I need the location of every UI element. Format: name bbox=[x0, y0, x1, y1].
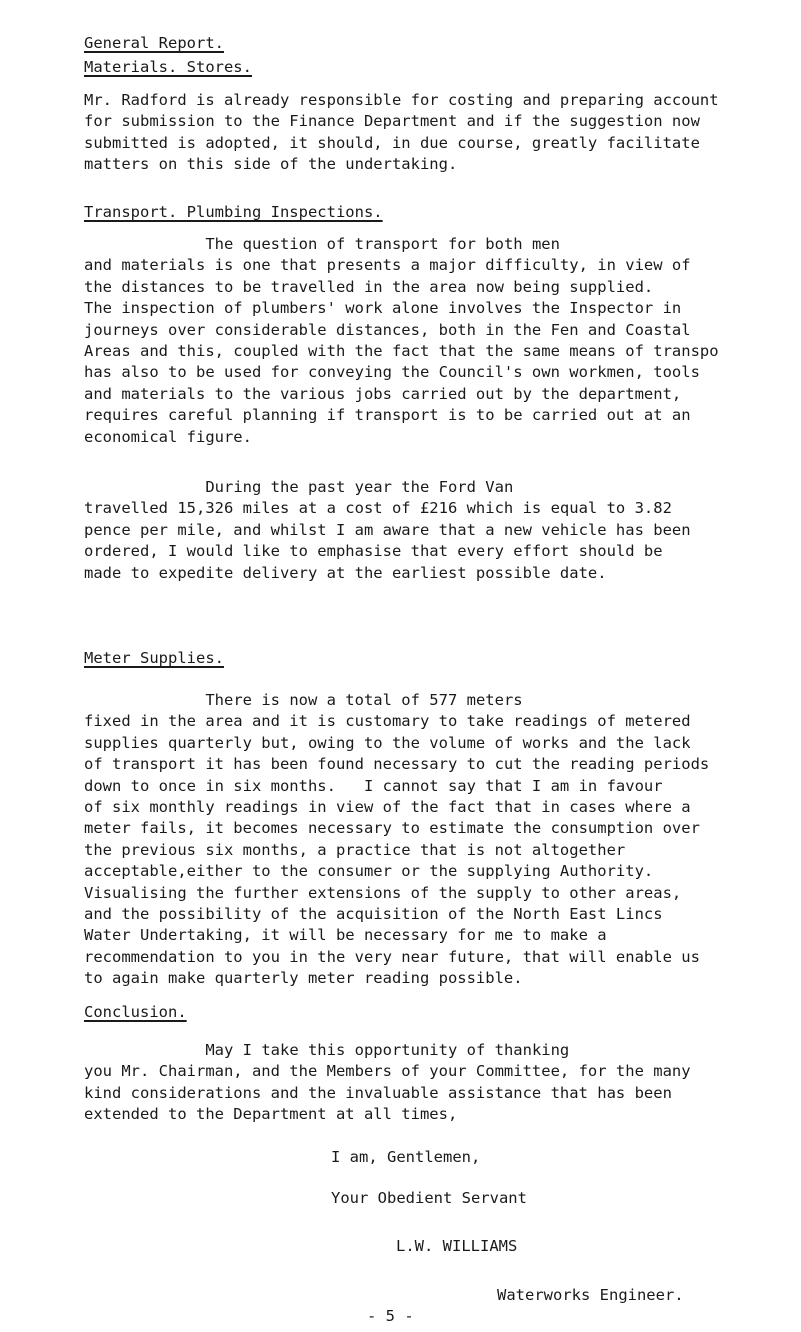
materials-heading: Materials. Stores. bbox=[84, 58, 252, 76]
materials-paragraph: Mr. Radford is already responsible for costing and preparing account for submission to the Finance Department and if the suggestion now submitted is adopted, it should, in due course, greatly facilitate matters on this side of the undertaking. bbox=[84, 91, 719, 174]
conclusion-heading: Conclusion. bbox=[84, 1003, 187, 1021]
signatory-name: L.W. WILLIAMS bbox=[396, 1237, 518, 1255]
valediction-line: Your Obedient Servant bbox=[331, 1189, 527, 1207]
closing-line: I am, Gentlemen, bbox=[331, 1148, 481, 1166]
van-paragraph: During the past year the Ford Van travelled 15,326 miles at a cost of £216 which is equal to 3.82 pence per mile, and whilst I am aware that a new vehicle has been ordered, I would like to emphasise that every effort should be made to expedite delivery at the earliest possible date. bbox=[84, 478, 691, 582]
report-title: General Report. bbox=[84, 34, 224, 52]
transport-heading: Transport. Plumbing Inspections. bbox=[84, 203, 383, 221]
page-number: - 5 - bbox=[367, 1307, 414, 1325]
conclusion-paragraph: May I take this opportunity of thanking you Mr. Chairman, and the Members of your Committee, for the many kind considerations and the invaluable assistance that has been extended to the Department at all times, bbox=[84, 1041, 691, 1124]
meter-supplies-heading: Meter Supplies. bbox=[84, 649, 224, 667]
meter-supplies-paragraph: There is now a total of 577 meters fixed in the area and it is customary to take readings of metered supplies quarterly but, owing to the volume of works and the lack of transport it has been found necessary to cut the reading periods down to once in six months. I cannot say that I am in favour of six monthly readings in view of the fact that in cases where a meter fails, it becomes necessary to estimate the consumption over the previous six months, a practice that is not altogether acceptable,either to the consumer or the supplying Authority. Visualising the further extensions of the supply to other areas, and the possibility of the acquisition of the North East Lincs Water Undertaking, it will be necessary for me to make a recommendation to you in the very near future, that will enable us to again make quarterly meter reading possible. bbox=[84, 691, 710, 988]
signatory-title: Waterworks Engineer. bbox=[497, 1286, 684, 1304]
transport-paragraph: The question of transport for both men and materials is one that presents a major difficulty, in view of the distances to be travelled in the area now being supplied. The inspection of plumbers' work alone involves the Inspector in journeys over considerable distances, both in the Fen and Coastal Areas and this, coupled with the fact that the same means of transpo has also to be used for conveying the Council's own workmen, tools and materials to the various jobs carried out by the department, requires careful planning if transport is to be carried out at an economical figure. bbox=[84, 235, 719, 446]
